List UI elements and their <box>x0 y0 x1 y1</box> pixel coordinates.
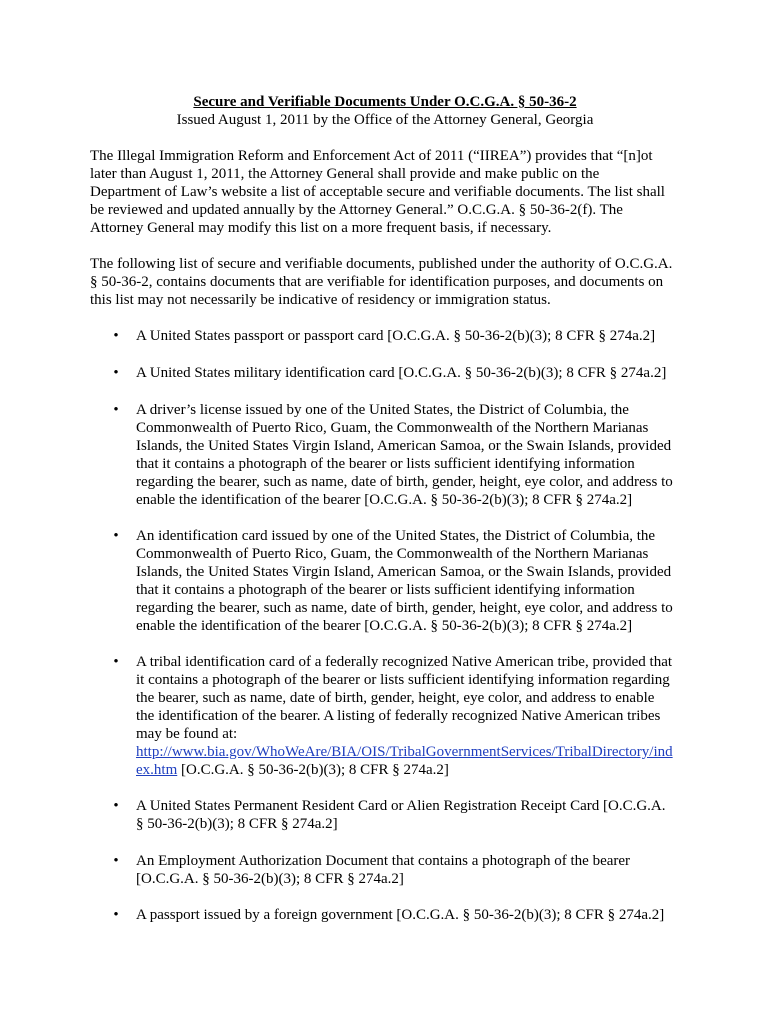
list-item-line: enable the identification of the bearer [O.C.G.A. § 50-36-2(b)(3); 8 CFR § 274a.2] <box>136 618 633 634</box>
tribal-directory-link-line <box>136 743 696 761</box>
following-line: The following list of secure and verifiable documents, published under the authority of O.C.G.A. <box>90 256 673 272</box>
following-line: § 50-36-2, contains documents that are verifiable for identification purposes, and documents on <box>90 274 664 290</box>
list-item-line: A United States passport or passport card [O.C.G.A. § 50-36-2(b)(3); 8 CFR § 274a.2] <box>136 328 656 344</box>
list-item-line: that it contains a photograph of the bearer or lists sufficient identifying information <box>136 582 635 598</box>
list-item-line: the identification of the bearer. A listing of federally recognized Native American tribes <box>136 708 661 724</box>
intro-line: later than August 1, 2011, the Attorney General shall provide and make public on the <box>90 166 600 182</box>
intro-line: be reviewed and updated annually by the Attorney General.” O.C.G.A. § 50-36-2(f). The <box>90 202 623 218</box>
list-item-line: A United States military identification card [O.C.G.A. § 50-36-2(b)(3); 8 CFR § 274a.2] <box>136 365 667 381</box>
document-subtitle: Issued August 1, 2011 by the Office of the Attorney General, Georgia <box>176 112 594 128</box>
intro-line: The Illegal Immigration Reform and Enforcement Act of 2011 (“IIREA”) provides that “[n]ot <box>90 148 653 164</box>
list-item-employment-authorization <box>136 852 696 888</box>
intro-line: Attorney General may modify this list on a more frequent basis, if necessary. <box>90 220 552 236</box>
list-item-line: may be found at: <box>136 726 238 742</box>
list-item-line: A United States Permanent Resident Card or Alien Registration Receipt Card [O.C.G.A. <box>136 798 666 814</box>
list-item-line: Islands, the United States Virgin Island, American Samoa, or the Swain Islands, provided <box>136 564 672 580</box>
tribal-directory-link[interactable]: http://www.bia.gov/WhoWeAre/BIA/OIS/TribalGovernmentServices/TribalDirectory/ind <box>136 744 673 760</box>
list-item-line: regarding the bearer, such as name, date of birth, gender, height, eye color, and address to <box>136 474 673 490</box>
following-line: this list may not necessarily be indicative of residency or immigration status. <box>90 292 551 308</box>
tribal-directory-link-line-2 <box>136 761 696 779</box>
list-item-line: regarding the bearer, such as name, date of birth, gender, height, eye color, and address to <box>136 600 673 616</box>
bullet-icon: • <box>113 365 119 381</box>
list-item-line: A tribal identification card of a federally recognized Native American tribe, provided that <box>136 654 673 670</box>
bullet-icon: • <box>113 528 119 544</box>
list-item-line: Islands, the United States Virgin Island, American Samoa, or the Swain Islands, provided <box>136 438 672 454</box>
bullet-icon: • <box>113 654 119 670</box>
list-item-drivers-license <box>136 401 696 509</box>
list-item-line: the bearer, such as name, date of birth, gender, height, eye color, and address to enable <box>136 690 655 706</box>
bullet-icon: • <box>113 853 119 869</box>
list-item-foreign-passport <box>136 906 696 924</box>
list-item-line: [O.C.G.A. § 50-36-2(b)(3); 8 CFR § 274a.2] <box>136 871 404 887</box>
following-paragraph <box>90 255 690 309</box>
list-item-line: An identification card issued by one of the United States, the District of Columbia, the <box>136 528 656 544</box>
list-item-permanent-resident-card <box>136 797 696 833</box>
bullet-icon: • <box>113 907 119 923</box>
bullet-icon: • <box>113 328 119 344</box>
intro-paragraph <box>90 147 690 237</box>
list-item-line: Commonwealth of Puerto Rico, Guam, the Commonwealth of the Northern Marianas <box>136 420 649 436</box>
bullet-icon: • <box>113 402 119 418</box>
list-item-line: that it contains a photograph of the bearer or lists sufficient identifying information <box>136 456 635 472</box>
list-item-military-id <box>136 364 696 382</box>
list-item-line: it contains a photograph of the bearer or lists sufficient identifying information regarding <box>136 672 670 688</box>
list-item-identification-card <box>136 527 696 635</box>
list-item-line: A driver’s license issued by one of the United States, the District of Columbia, the <box>136 402 629 418</box>
document-title: Secure and Verifiable Documents Under O.C.G.A. § 50-36-2 <box>193 94 577 110</box>
intro-line: Department of Law’s website a list of acceptable secure and verifiable documents. The list shall <box>90 184 665 200</box>
tribal-directory-link-continued[interactable]: ex.htm <box>136 762 178 778</box>
list-item-passport <box>136 327 696 345</box>
bullet-icon: • <box>113 798 119 814</box>
list-item-line: Commonwealth of Puerto Rico, Guam, the Commonwealth of the Northern Marianas <box>136 546 649 562</box>
list-item-line: enable the identification of the bearer [O.C.G.A. § 50-36-2(b)(3); 8 CFR § 274a.2] <box>136 492 633 508</box>
list-item-line: An Employment Authorization Document that contains a photograph of the bearer <box>136 853 631 869</box>
list-item-tribal-id <box>136 653 696 779</box>
list-item-line: § 50-36-2(b)(3); 8 CFR § 274a.2] <box>136 816 338 832</box>
tribal-citation: [O.C.G.A. § 50-36-2(b)(3); 8 CFR § 274a.2] <box>177 762 449 778</box>
list-item-line: A passport issued by a foreign government [O.C.G.A. § 50-36-2(b)(3); 8 CFR § 274a.2] <box>136 907 665 923</box>
